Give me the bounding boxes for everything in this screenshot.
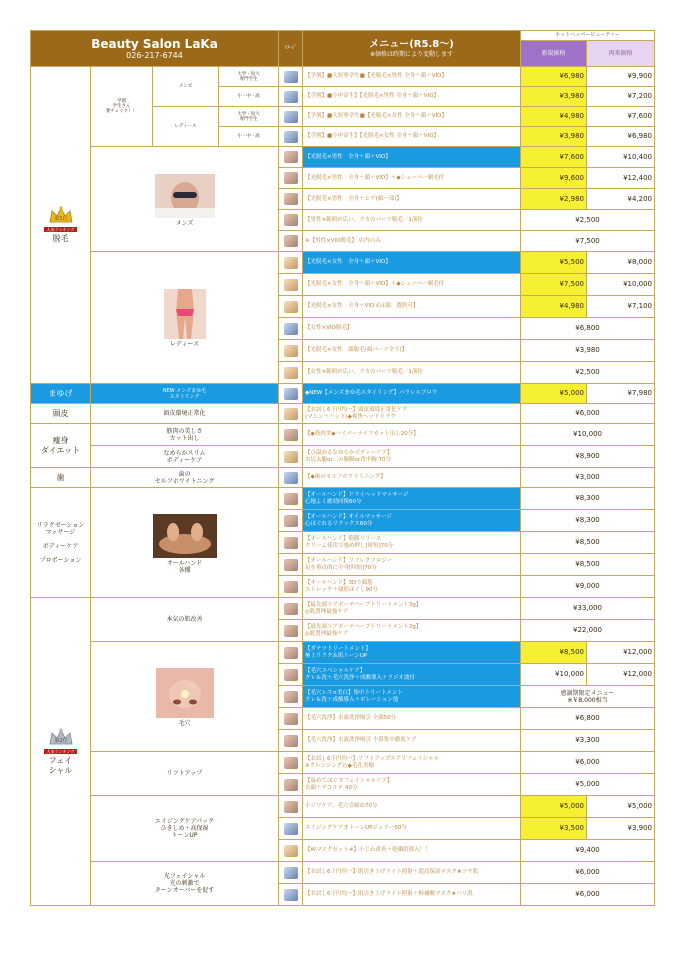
- category-datsumo: [31, 67, 91, 384]
- menu-item-desc: 【学割】■大短専学生■【光脱毛×男性 全身＋顔＋VIO】: [303, 67, 521, 87]
- repeat-price: ¥12,400: [587, 168, 655, 189]
- menu-item-desc: 小ジワケア、毛穴引締め70分: [303, 796, 521, 818]
- single-price: ¥8,300: [521, 488, 655, 510]
- menu-item-desc: 【◆歯のセルフホワイトニング】: [303, 468, 521, 488]
- mens-photo: [155, 174, 215, 218]
- single-price: ¥6,000: [521, 404, 655, 424]
- menu-item-desc: 【学割】■小中高生】【光脱毛×男性 全身＋顔＋VIO】: [303, 87, 521, 107]
- section-label: 毛穴: [178, 720, 191, 727]
- service-thumbnail-icon: [284, 669, 298, 681]
- repeat-price: ¥10,000: [587, 274, 655, 296]
- service-thumbnail-icon: [284, 429, 298, 441]
- brand-tel: 026-217-6744: [126, 50, 183, 60]
- school-label: 小・中・高: [219, 87, 279, 107]
- repeat-price: ¥7,100: [587, 296, 655, 318]
- thumbnail: [279, 274, 303, 296]
- menu-item-desc: 【オールハンド】筋膜リリース クリーム使用で強め押し[時短]70分: [303, 532, 521, 554]
- new-price: ¥5,500: [521, 252, 587, 274]
- category-mayuge: まゆげ: [31, 384, 91, 404]
- repeat-price-header: 再来価格: [587, 41, 655, 67]
- menu-item-desc: 【女性×VIO脱毛】: [303, 318, 521, 340]
- new-price: ¥3,980: [521, 87, 587, 107]
- rank-ribbon: 人気ランキング: [44, 227, 78, 232]
- service-thumbnail-icon: [284, 279, 298, 291]
- massage-photo: [153, 514, 217, 558]
- thumbnail: [279, 708, 303, 730]
- repeat-price: ¥9,900: [587, 67, 655, 87]
- single-price: ¥2,500: [521, 362, 655, 384]
- price-sheet: [30, 30, 654, 906]
- single-price: 感謝期限定メニュー ※￥8,000相当: [521, 686, 655, 708]
- menu-item-desc: 【毛穴洗浄】水流洗浄吸引 小鼻集中徹底ケア: [303, 730, 521, 752]
- single-price: ¥7,500: [521, 231, 655, 252]
- service-thumbnail-icon: [284, 691, 298, 703]
- menu-item-desc: 【ひ温めるなめらかボディーケア】 お尻太腿or二の腕脚or背中腕 70分: [303, 446, 521, 468]
- thumbnail: [279, 468, 303, 488]
- thumbnail: [279, 252, 303, 274]
- thumbnail: [279, 686, 303, 708]
- service-thumbnail-icon: [284, 867, 298, 879]
- thumbnail: [279, 884, 303, 906]
- thumbnail: [279, 362, 303, 384]
- service-thumbnail-icon: [284, 647, 298, 659]
- thumbnail: [279, 296, 303, 318]
- head-sub: 頭皮環境正常化: [91, 404, 279, 424]
- repeat-price: ¥12,000: [587, 664, 655, 686]
- single-price: ¥6,000: [521, 752, 655, 774]
- thumbnail: [279, 189, 303, 210]
- service-thumbnail-icon: [284, 131, 298, 143]
- keana-section: [91, 642, 279, 752]
- service-thumbnail-icon: [284, 735, 298, 747]
- new-price: ¥4,980: [521, 107, 587, 127]
- section-label: メンズ: [175, 219, 194, 227]
- menu-item-desc: 【温めてほぐすフェイシャルケア】 お顔＋デコルテ 40分: [303, 774, 521, 796]
- lift-sub: リフトアップ: [91, 752, 279, 796]
- crown-gold-icon: [48, 206, 74, 224]
- thumbnail: [279, 664, 303, 686]
- new-price-header: 新規価格: [521, 41, 587, 67]
- repeat-price: ¥7,200: [587, 87, 655, 107]
- thumbnail: [279, 752, 303, 774]
- menu-item-desc: 【ダテツトリートメント】 極上リラク＆肌トーンUP: [303, 642, 521, 664]
- aging-sub: エイジングケアパック ひきしめ・高保湿 トーンUP: [91, 796, 279, 862]
- thumbnail: [279, 532, 303, 554]
- section-label: オールハンド 各種: [166, 559, 203, 574]
- menu-item-desc: 【お試し6千円均一】肌引き上げライト照射＋鮮補酸マスク★ハリ肌: [303, 884, 521, 906]
- univ-label: 大学・短大 専門学生: [219, 67, 279, 87]
- service-thumbnail-icon: [284, 345, 298, 357]
- repeat-price: ¥3,900: [587, 818, 655, 840]
- single-price: ¥3,000: [521, 468, 655, 488]
- univ-label: 大学・短大 専門学生: [219, 107, 279, 127]
- thumbnail: [279, 774, 303, 796]
- service-thumbnail-icon: [284, 581, 298, 593]
- menu-item-desc: 【オールハンド】リフレクソロジー 足を重点的に全身[時短]70分: [303, 554, 521, 576]
- service-thumbnail-icon: [284, 301, 298, 313]
- single-price: ¥9,400: [521, 840, 655, 862]
- service-thumbnail-icon: [284, 472, 298, 484]
- single-price: ¥8,300: [521, 510, 655, 532]
- single-price: ¥6,800: [521, 708, 655, 730]
- category-facial: [31, 598, 91, 906]
- diet-sub: なめらかスリム ボディーケア: [91, 446, 279, 468]
- student-label: 学割 学生さん 要チェック！！: [91, 67, 153, 147]
- thumbnail: [279, 620, 303, 642]
- diet-sub: 筋肉の美しさ カット出し: [91, 424, 279, 446]
- honki-sub: 本気の肌改善: [91, 598, 279, 642]
- ladies-photo: [164, 289, 206, 339]
- menu-item-desc: ※【男性×VIO脱毛】 店内のみ: [303, 231, 521, 252]
- service-thumbnail-icon: [284, 515, 298, 527]
- relax-section: [91, 488, 279, 598]
- menu-title: メニュー(R5.8～): [369, 39, 454, 50]
- single-price: ¥3,980: [521, 340, 655, 362]
- new-price: ¥8,500: [521, 642, 587, 664]
- menu-item-desc: 【最先端リアボーテハーブトリートメント3g】 ◎肌質理最強ケア: [303, 598, 521, 620]
- brand-header: [31, 31, 279, 67]
- new-price: ¥6,980: [521, 67, 587, 87]
- single-price: ¥3,300: [521, 730, 655, 752]
- service-thumbnail-icon: [284, 625, 298, 637]
- thumbnail: [279, 840, 303, 862]
- new-price: ¥10,000: [521, 664, 587, 686]
- menu-item-desc: 【毛穴レス×美白】集中トリートメント クレ＆洗＋成酸導入＋ボレーション他: [303, 686, 521, 708]
- mens-section: [91, 147, 279, 252]
- service-thumbnail-icon: [284, 713, 298, 725]
- image-column-header: ｲﾒｰｼﾞ: [279, 31, 303, 67]
- thumbnail: [279, 340, 303, 362]
- service-thumbnail-icon: [284, 889, 298, 901]
- menu-item-desc: 【光脱毛×女性 全身＋顔＋VIO】＋◆シェーバー剃毛付: [303, 274, 521, 296]
- menu-item-desc: 【お試し6千円均一】肌引き上げライト照射＋超高保湿マスク★ツヤ肌: [303, 862, 521, 884]
- single-price: ¥8,500: [521, 532, 655, 554]
- repeat-price: ¥5,000: [587, 796, 655, 818]
- menu-item-desc: ◆NEW【メンズまゆ毛スタイリング】パラレルブロウ: [303, 384, 521, 404]
- service-thumbnail-icon: [284, 801, 298, 813]
- thumbnail: [279, 796, 303, 818]
- service-thumbnail-icon: [284, 779, 298, 791]
- menu-item-desc: 【学割】■大短専学生■【光脱毛×女性 全身＋顔＋VIO】: [303, 107, 521, 127]
- service-thumbnail-icon: [284, 214, 298, 226]
- service-thumbnail-icon: [284, 408, 298, 420]
- repeat-price: ¥10,400: [587, 147, 655, 168]
- menu-item-desc: 【男性×範囲が広い、ラカのパーツ脱毛／1部位: [303, 210, 521, 231]
- service-thumbnail-icon: [284, 367, 298, 379]
- category-diet: 痩身 ダイエット: [31, 424, 91, 468]
- menu-table: [30, 30, 655, 906]
- menu-item-desc: 【女性×範囲が広い、ラカのパーツ脱毛／1部位: [303, 362, 521, 384]
- single-price: ¥6,800: [521, 318, 655, 340]
- thumbnail: [279, 318, 303, 340]
- service-thumbnail-icon: [284, 257, 298, 269]
- single-price: ¥2,500: [521, 210, 655, 231]
- single-price: ¥33,000: [521, 598, 655, 620]
- thumbnail: [279, 67, 303, 87]
- thumbnail: [279, 424, 303, 446]
- thumbnail: [279, 384, 303, 404]
- new-price: ¥3,980: [521, 127, 587, 147]
- brand-name: Beauty Salon LaKa: [91, 36, 218, 51]
- thumbnail: [279, 87, 303, 107]
- category-label: フェイ シャル: [48, 755, 73, 775]
- repeat-price: ¥6,980: [587, 127, 655, 147]
- service-thumbnail-icon: [284, 111, 298, 123]
- menu-item-desc: 【光脱毛×女性 全身＋VIO又は顔 選択可】: [303, 296, 521, 318]
- single-price: ¥10,000: [521, 424, 655, 446]
- menu-item-desc: 【毛穴洗浄】水流洗浄吸引 全顔50分: [303, 708, 521, 730]
- service-thumbnail-icon: [284, 91, 298, 103]
- thumbnail: [279, 642, 303, 664]
- single-price: ¥22,000: [521, 620, 655, 642]
- service-thumbnail-icon: [284, 845, 298, 857]
- mayuge-sub: NEW メンズまゆ毛 スタイリング: [91, 384, 279, 404]
- new-price: ¥5,000: [521, 384, 587, 404]
- category-label: 脱毛: [52, 234, 69, 243]
- nose-photo: [156, 668, 214, 718]
- single-price: ¥5,000: [521, 774, 655, 796]
- rank-label: 第2位: [53, 737, 68, 744]
- category-teeth: 歯: [31, 468, 91, 488]
- thumbnail: [279, 210, 303, 231]
- single-price: ¥8,500: [521, 554, 655, 576]
- service-thumbnail-icon: [284, 603, 298, 615]
- service-thumbnail-icon: [284, 235, 298, 247]
- repeat-price: ¥8,000: [587, 252, 655, 274]
- menu-item-desc: 【学割】■小中高生】【光脱毛×女性 全身＋顔＋VIO】: [303, 127, 521, 147]
- menu-item-desc: エイジングケアまトーンUPジェリー50分: [303, 818, 521, 840]
- thumbnail: [279, 446, 303, 468]
- student-ladies-label: レディース: [153, 107, 219, 147]
- menu-item-desc: 【お試し6千円均一】リフトアップエアリフェイシャル ※クレンジング込◆毛孔美頬: [303, 752, 521, 774]
- rank-label: 第1位: [53, 216, 68, 222]
- menu-item-desc: 【光脱毛×女性 顔脱毛(顔パーツ全て)】: [303, 340, 521, 362]
- category-head: 頭皮: [31, 404, 91, 424]
- new-price: ¥4,980: [521, 296, 587, 318]
- new-price: ¥9,600: [521, 168, 587, 189]
- menu-item-desc: 【毛穴スペシャルケア】 クレ＆洗＋毛穴洗浄＋成酸導入＋ラジオ波付: [303, 664, 521, 686]
- thumbnail: [279, 147, 303, 168]
- single-price: ¥9,000: [521, 576, 655, 598]
- thumbnail: [279, 730, 303, 752]
- menu-header: [303, 31, 521, 67]
- menu-item-desc: 【オールハンド】3Dり顔筋 ストレッチ＋顔筋ほぐし90分: [303, 576, 521, 598]
- category-relax: リラクゼーション マッサージ ボディーケア プロポーション: [31, 488, 91, 598]
- thumbnail: [279, 168, 303, 189]
- service-thumbnail-icon: [284, 823, 298, 835]
- new-price: ¥7,500: [521, 274, 587, 296]
- service-thumbnail-icon: [284, 323, 298, 335]
- service-thumbnail-icon: [284, 388, 298, 400]
- thumbnail: [279, 818, 303, 840]
- menu-item-desc: 【光脱毛×男性 全身＋顔＋VIO】＋◆シェーバー剃毛付: [303, 168, 521, 189]
- student-mens-label: メンズ: [153, 67, 219, 107]
- thumbnail: [279, 231, 303, 252]
- crown-silver-icon: [48, 728, 74, 746]
- service-thumbnail-icon: [284, 193, 298, 205]
- menu-subtitle: ※価格は時期により変動します: [369, 51, 454, 58]
- thumbnail: [279, 598, 303, 620]
- service-thumbnail-icon: [284, 451, 298, 463]
- single-price: ¥8,900: [521, 446, 655, 468]
- service-thumbnail-icon: [284, 151, 298, 163]
- service-thumbnail-icon: [284, 757, 298, 769]
- teeth-sub: 歯の セルフホワイトニング: [91, 468, 279, 488]
- new-price: ¥7,600: [521, 147, 587, 168]
- service-thumbnail-icon: [284, 493, 298, 505]
- service-thumbnail-icon: [284, 559, 298, 571]
- repeat-price: ¥12,000: [587, 642, 655, 664]
- thumbnail: [279, 404, 303, 424]
- service-thumbnail-icon: [284, 71, 298, 83]
- service-thumbnail-icon: [284, 537, 298, 549]
- repeat-price: ¥7,600: [587, 107, 655, 127]
- menu-item-desc: 【Wマスクセット※】小じわ改善＋乾燥肌導入！！: [303, 840, 521, 862]
- single-price: ¥6,000: [521, 884, 655, 906]
- menu-item-desc: 【光脱毛×男性 全身＋ヒゲ(顔一部)】: [303, 189, 521, 210]
- service-thumbnail-icon: [284, 172, 298, 184]
- repeat-price: ¥4,200: [587, 189, 655, 210]
- menu-item-desc: 【オールハンド】ドライヘッドマッサージ 心地よく癒効回復60分: [303, 488, 521, 510]
- hikari-sub: 光フェイシャル 光の刺激で ターンオーバーを促す: [91, 862, 279, 906]
- thumbnail: [279, 488, 303, 510]
- thumbnail: [279, 554, 303, 576]
- menu-item-desc: 【お試し6千円均一】頭皮環境正常化ケア (マシン＋ハンド)◆爽快ヘッドリラク: [303, 404, 521, 424]
- school-label: 小・中・高: [219, 127, 279, 147]
- menu-item-desc: 【光脱毛×男性 全身＋顔＋VIO】: [303, 147, 521, 168]
- rank-ribbon: 人気ランキング: [44, 749, 78, 754]
- new-price: ¥3,500: [521, 818, 587, 840]
- thumbnail: [279, 576, 303, 598]
- new-price: ¥5,000: [521, 796, 587, 818]
- thumbnail: [279, 862, 303, 884]
- repeat-price: ¥7,980: [587, 384, 655, 404]
- menu-item-desc: 【◆筋肉美◆ハイパーナイフカット出し20分】: [303, 424, 521, 446]
- thumbnail: [279, 107, 303, 127]
- menu-item-desc: 【オールハンド】オイルマッサージ 心ほぐれるリラックス60分: [303, 510, 521, 532]
- menu-item-desc: 【光脱毛×女性 全身＋顔＋VIO】: [303, 252, 521, 274]
- hotpepper-header: ホットペッパービューティー: [521, 31, 655, 41]
- menu-item-desc: 【最先端リアボーテハーブトリートメント2g】 ◎肌質理最強ケア: [303, 620, 521, 642]
- ladies-section: [91, 252, 279, 384]
- thumbnail: [279, 510, 303, 532]
- single-price: ¥6,000: [521, 862, 655, 884]
- new-price: ¥2,980: [521, 189, 587, 210]
- thumbnail: [279, 127, 303, 147]
- section-label: レディース: [169, 341, 200, 348]
